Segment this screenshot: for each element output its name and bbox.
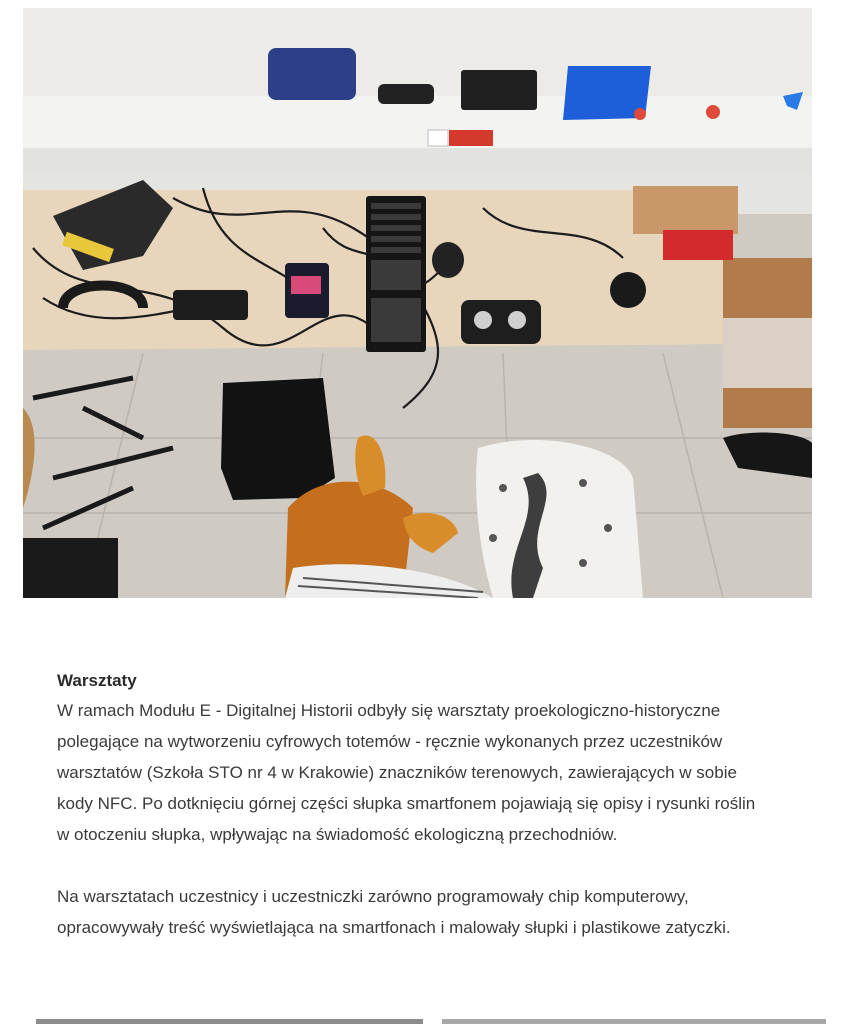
- article-heading: Warsztaty: [57, 671, 137, 690]
- paragraph-line: kody NFC. Po dotknięciu górnej części słupka smartfonem pojawiają się opisy i rysunki roślin: [57, 794, 756, 813]
- paragraph-line: W ramach Modułu E - Digitalnej Historii odbyły się warsztaty proekologiczno-historyczne: [57, 701, 721, 720]
- next-image-thumbnail-right[interactable]: [442, 1019, 826, 1024]
- paragraph-line: polegające na wytworzeniu cyfrowych totemów - ręcznie wykonanych przez uczestników: [57, 732, 723, 751]
- workshop-photo-illustration: [23, 8, 812, 598]
- article-paragraph-1: [57, 695, 847, 850]
- paragraph-line: w otoczeniu słupka, wpływając na świadomość ekologiczną przechodniów.: [57, 825, 618, 844]
- paragraph-line: warsztatów (Szkoła STO nr 4 w Krakowie) znaczników terenowych, zawierających w sobie: [57, 763, 737, 782]
- paragraph-line: Na warsztatach uczestnicy i uczestniczki zarówno programowały chip komputerowy,: [57, 887, 689, 906]
- article-paragraph-2: [57, 881, 847, 943]
- next-image-thumbnail-left[interactable]: [36, 1019, 423, 1024]
- next-images-strip: [36, 1019, 826, 1024]
- article-section: [57, 669, 847, 943]
- paragraph-line: opracowywały treść wyświetlająca na smartfonach i malowały słupki i plastikowe zatyczki.: [57, 918, 731, 937]
- workshop-photo: [23, 8, 812, 598]
